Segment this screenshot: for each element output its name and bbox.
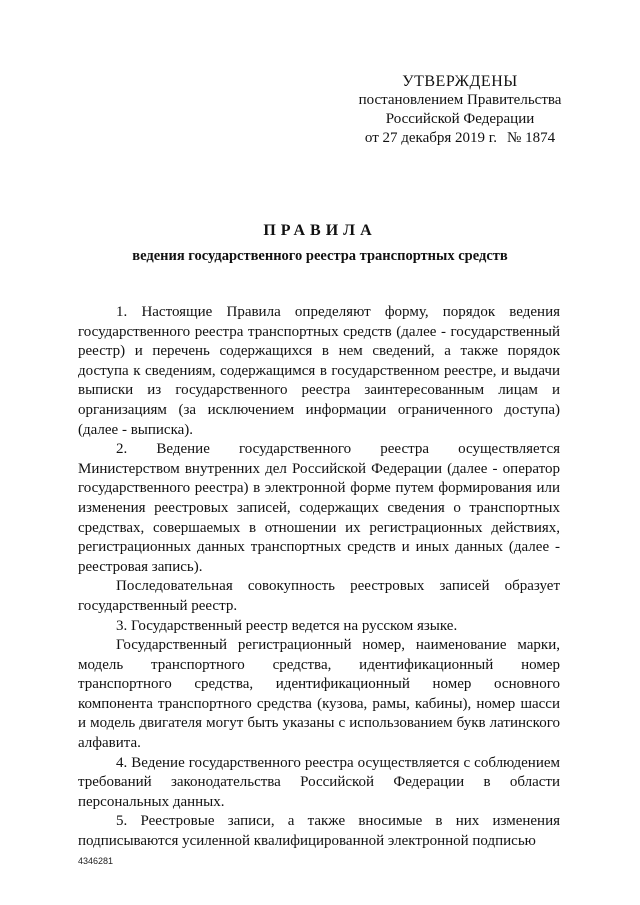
approval-date-line	[330, 129, 590, 148]
paragraph-1: 1. Настоящие Правила определяют форму, порядок ведения государственного реестра транспортных средств (далее - государственный реестр) и перечень содержащихся в нем сведений, а также порядок доступа к сведениям, содержащимся в государственном реестре, и выдачи выписки из государственного реестра заинтересованным лицам и организациям (за исключением информации ограниченного доступа) (далее - выписка).	[78, 304, 560, 438]
paragraph-6: 4. Ведение государственного реестра осуществляется с соблюдением требований законодательства Российской Федерации в области персональных данных.	[78, 754, 560, 810]
approval-number: № 1874	[507, 130, 556, 146]
paragraph-5: Государственный регистрационный номер, наименование марки, модель транспортного средства, идентификационный номер транспортного средства, идентификационный номер основного компонента транспортного средства (кузова, рамы, кабины), номер шасси и модель двигателя могут быть указаны с использованием букв латинского алфавита.	[78, 637, 560, 752]
approval-block	[330, 72, 590, 148]
approval-line-federation: Российской Федерации	[385, 111, 535, 127]
document-code: 4346281	[78, 856, 114, 866]
paragraph-3: Последовательная совокупность реестровых записей образует государственный реестр.	[78, 578, 560, 614]
approval-heading: УТВЕРЖДЕНЫ	[402, 73, 518, 90]
document-body	[78, 303, 560, 852]
document-subtitle: ведения государственного реестра транспортных средств	[132, 248, 508, 264]
document-title: ПРАВИЛА	[263, 222, 377, 239]
paragraph-2: 2. Ведение государственного реестра осуществляется Министерством внутренних дел Российской Федерации (далее - оператор государственного реестра) в электронной форме путем формирования или изменения реестровых записей, содержащих сведения о транспортных средствах, совершаемых в отношении их регистрационных действиях, регистрационных данных транспортных средств и иных данных (далее - реестровая запись).	[78, 441, 560, 575]
paragraph-4: 3. Государственный реестр ведется на русском языке.	[116, 617, 458, 634]
approval-line-government: постановлением Правительства	[358, 92, 562, 108]
approval-date: от 27 декабря 2019 г.	[364, 130, 498, 146]
paragraph-7: 5. Реестровые записи, а также вносимые в них изменения подписываются усиленной квалифицированной электронной подписью	[78, 813, 560, 850]
